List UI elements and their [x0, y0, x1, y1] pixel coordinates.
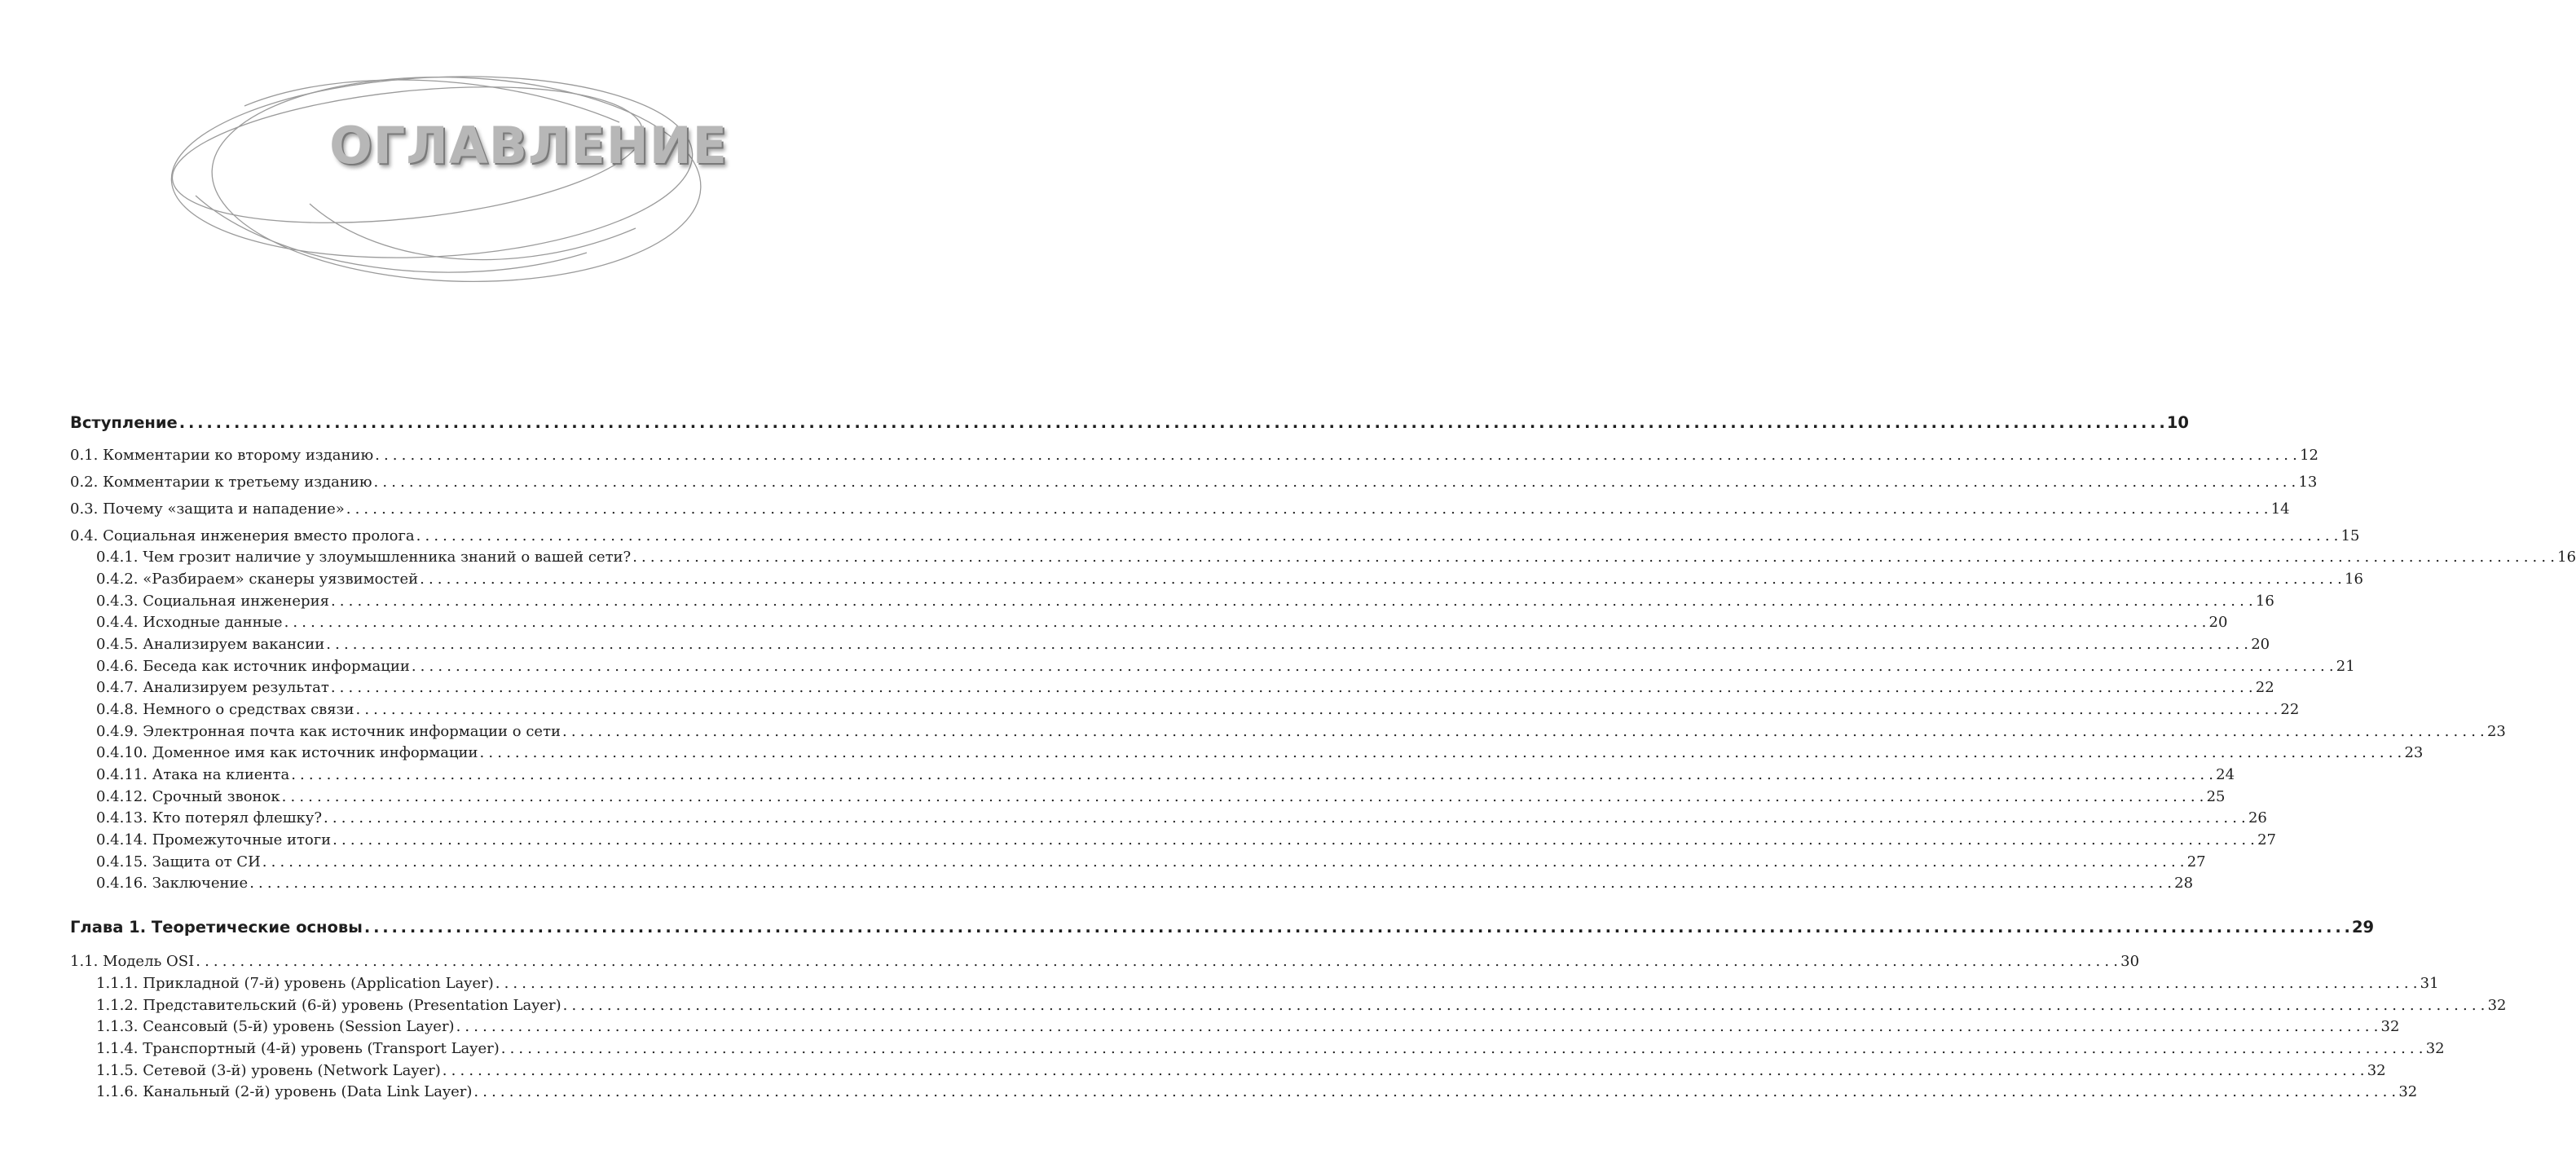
- dot-leader: [324, 809, 2247, 827]
- toc-entry: [70, 953, 2140, 971]
- dot-leader: [456, 1018, 2380, 1036]
- dot-leader: [249, 875, 2173, 893]
- dot-leader: [480, 744, 2403, 762]
- toc-entry-title: 0.1. Комментарии ко второму изданию: [70, 447, 374, 464]
- toc-page-number: 14: [2270, 500, 2290, 518]
- toc-entry-title: 0.3. Почему «защита и нападение»: [70, 500, 345, 518]
- toc-page-number: 22: [2255, 679, 2274, 696]
- dot-leader: [262, 853, 2186, 871]
- dot-leader: [291, 766, 2214, 784]
- dot-leader: [282, 788, 2205, 806]
- toc-page-number: 15: [2340, 527, 2360, 544]
- toc-page-number: 16: [2255, 593, 2274, 610]
- toc-entry-title: 0.4.1. Чем грозит наличие у злоумышленника знаний о вашей сети?: [96, 549, 632, 566]
- toc-entry-title: 0.4.7. Анализируем результат: [96, 679, 329, 696]
- toc-entry-title: 0.4.14. Промежуточные итоги: [96, 831, 332, 848]
- dot-leader: [375, 447, 2298, 465]
- toc-entry-title: 0.4.16. Заключение: [96, 875, 249, 892]
- dot-leader: [420, 571, 2343, 588]
- toc-page-number: 20: [2251, 636, 2270, 653]
- toc-entry-title: 0.4.9. Электронная почта как источник информации о сети: [96, 723, 561, 740]
- toc-page-number: 32: [2367, 1062, 2386, 1079]
- dot-leader: [331, 679, 2254, 697]
- toc-entry-title: 0.4. Социальная инженерия вместо пролога: [70, 527, 415, 544]
- toc-page-number: 20: [2208, 614, 2228, 631]
- dot-leader: [416, 527, 2340, 545]
- toc-entry: [96, 809, 2267, 827]
- dot-leader: [355, 701, 2279, 719]
- dot-leader: [563, 997, 2486, 1015]
- toc-entry-title: 1.1.3. Сеансовый (5-й) уровень (Session Layer): [96, 1018, 455, 1035]
- dot-leader: [331, 593, 2254, 610]
- table-of-contents: [70, 0, 2576, 1168]
- toc-page-number: 16: [2557, 549, 2576, 566]
- dot-leader: [473, 1083, 2397, 1101]
- toc-entry-title: 1.1.4. Транспортный (4-й) уровень (Transport Layer): [96, 1040, 500, 1057]
- toc-page-number: 23: [2486, 723, 2506, 740]
- toc-page-number: 16: [2345, 571, 2363, 588]
- toc-entry: [96, 571, 2363, 588]
- toc-page-number: 27: [2257, 831, 2277, 848]
- toc-entry-title: 0.4.11. Атака на клиента: [96, 766, 290, 783]
- dot-leader: [196, 953, 2119, 971]
- toc-entry-title: 0.4.6. Беседа как источник информации: [96, 658, 410, 675]
- toc-entry: [96, 679, 2274, 697]
- toc-entry: [70, 527, 2360, 545]
- dot-leader: [364, 918, 2350, 937]
- toc-entry: [96, 701, 2300, 719]
- toc-page-number: 31: [2420, 975, 2439, 992]
- toc-page-number: 26: [2248, 809, 2267, 826]
- toc-entry-title: 1.1.5. Сетевой (3-й) уровень (Network Layer): [96, 1062, 441, 1079]
- dot-leader: [412, 658, 2335, 676]
- toc-entry: [96, 1083, 2418, 1101]
- toc-page-number: 22: [2280, 701, 2300, 718]
- toc-entry-title: 0.4.12. Срочный звонок: [96, 788, 280, 805]
- toc-page-number: 10: [2166, 413, 2189, 432]
- toc-page-number: 29: [2351, 918, 2375, 937]
- toc-entry: [96, 875, 2194, 893]
- toc-entry-title: 0.4.15. Защита от СИ: [96, 853, 261, 870]
- toc-entry-title: 0.2. Комментарии к третьему изданию: [70, 474, 372, 491]
- toc-entry: [96, 744, 2424, 762]
- toc-entry: [96, 766, 2235, 784]
- toc-entry-title: 1.1. Модель OSI: [70, 953, 195, 970]
- toc-page-number: 32: [2398, 1083, 2418, 1100]
- toc-entry-title: 1.1.2. Представительский (6-й) уровень (Presentation Layer): [96, 997, 561, 1014]
- toc-entry-title: 0.4.3. Социальная инженерия: [96, 593, 329, 610]
- toc-entry-title: 1.1.6. Канальный (2-й) уровень (Data Link Layer): [96, 1083, 473, 1100]
- dot-leader: [501, 1040, 2424, 1058]
- toc-page-number: 23: [2404, 744, 2424, 761]
- toc-entry-title: 0.4.10. Доменное имя как источник информации: [96, 744, 478, 761]
- toc-entry: [96, 1040, 2445, 1058]
- toc-entry-title: 0.4.4. Исходные данные: [96, 614, 283, 631]
- toc-entry: [70, 500, 2290, 518]
- toc-page-number: 30: [2120, 953, 2140, 970]
- toc-entry: [96, 658, 2355, 676]
- toc-page-number: 12: [2300, 447, 2318, 464]
- dot-leader: [495, 975, 2419, 993]
- toc-chapter-entry: [70, 413, 2189, 433]
- toc-page-number: 28: [2174, 875, 2194, 892]
- dot-leader: [332, 831, 2256, 849]
- toc-entry: [96, 593, 2274, 610]
- toc-entry: [96, 636, 2270, 654]
- dot-leader: [632, 549, 2556, 566]
- toc-entry-title: 0.4.2. «Разбираем» сканеры уязвимостей: [96, 571, 419, 588]
- toc-page-number: 25: [2206, 788, 2226, 805]
- toc-entry: [70, 447, 2318, 465]
- toc-entry: [96, 788, 2226, 806]
- toc-entry: [96, 614, 2228, 632]
- toc-page-number: 13: [2298, 474, 2318, 491]
- toc-entry-title: Глава 1. Теоретические основы: [70, 918, 363, 937]
- page-title: ОГЛАВЛЕНИЕ: [329, 116, 728, 175]
- toc-page-number: 32: [2380, 1018, 2400, 1035]
- toc-entry: [96, 723, 2506, 741]
- toc-entry: [96, 831, 2277, 849]
- dot-leader: [443, 1062, 2366, 1080]
- toc-entry-title: 1.1.1. Прикладной (7-й) уровень (Application Layer): [96, 975, 494, 992]
- dot-leader: [179, 413, 2165, 433]
- toc-entry: [96, 853, 2206, 871]
- toc-entry-title: 0.4.13. Кто потерял флешку?: [96, 809, 323, 826]
- dot-leader: [284, 614, 2208, 632]
- toc-page-number: 21: [2336, 658, 2355, 675]
- toc-entry-title: 0.4.5. Анализируем вакансии: [96, 636, 325, 653]
- toc-entry: [96, 997, 2507, 1015]
- toc-entry: [96, 975, 2439, 993]
- toc-page-number: 24: [2216, 766, 2235, 783]
- dot-leader: [374, 474, 2297, 491]
- toc-entry: [96, 549, 2576, 566]
- toc-page-number: 27: [2186, 853, 2206, 870]
- dot-leader: [326, 636, 2249, 654]
- dot-leader: [346, 500, 2270, 518]
- toc-entry-title: Вступление: [70, 413, 178, 432]
- toc-page-number: 32: [2425, 1040, 2445, 1057]
- toc-entry-title: 0.4.8. Немного о средствах связи: [96, 701, 354, 718]
- toc-entry: [70, 474, 2318, 491]
- toc-entry: [96, 1062, 2386, 1080]
- toc-chapter-entry: [70, 918, 2375, 937]
- toc-page-number: 32: [2487, 997, 2507, 1014]
- toc-entry: [96, 1018, 2400, 1036]
- dot-leader: [562, 723, 2486, 741]
